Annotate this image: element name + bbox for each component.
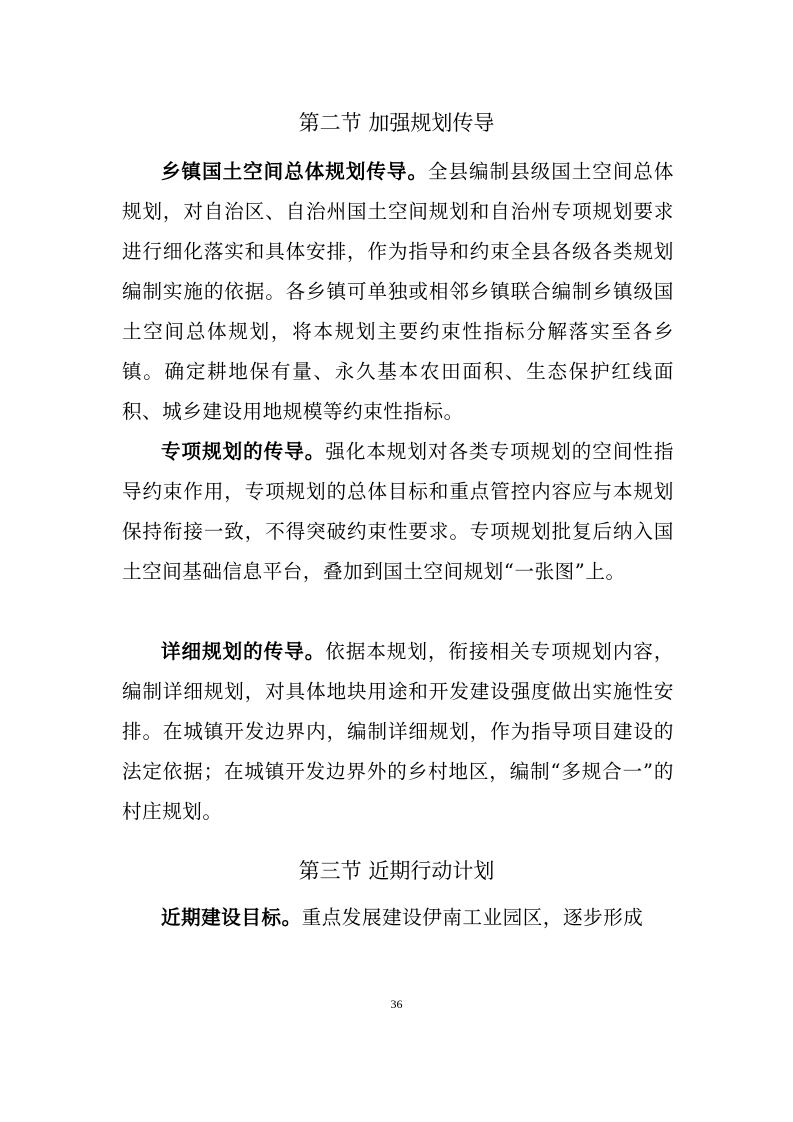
- paragraph-text: 依据本规划，衔接相关专项规划内容，编制详细规划，对具体地块用途和开发建设强度做出实施性安排。在城镇开发边界内，编制详细规划，作为指导项目建设的法定依据；在城镇开发边界外的乡村地区，编制“多规合一”的村庄规划。: [122, 640, 674, 823]
- page-number: 36: [390, 997, 403, 1011]
- paragraph-text: 全县编制县级国土空间总体规划，对自治区、自治州国土空间规划和自治州专项规划要求进行细化落实和具体安排，作为指导和约束全县各级各类规划编制实施的依据。各乡镇可单独或相邻乡镇联合编制乡镇级国土空间总体规划，将本规划主要约束性指标分解落实至各乡镇。确定耕地保有量、永久基本农田面积、生态保护红线面积、城乡建设用地规模等约束性指标。: [122, 160, 674, 423]
- paragraph-lead: 详细规划的传导。: [161, 640, 326, 663]
- section-heading: 第二节 加强规划传导: [298, 111, 495, 135]
- paragraph-text: 强化本规划对各类专项规划的空间性指导约束作用，专项规划的总体目标和重点管控内容应与本规划保持衔接一致，不得突破约束性要求。专项规划批复后纳入国土空间基础信息平台，叠加到国土空间规划“一张图”上。: [122, 440, 674, 583]
- section-heading: 第三节 近期行动计划: [298, 859, 495, 883]
- paragraph: [122, 898, 674, 938]
- paragraph: [122, 632, 674, 832]
- paragraph-lead: 乡镇国土空间总体规划传导。: [161, 160, 428, 183]
- paragraph: [122, 152, 674, 432]
- paragraph-lead: 专项规划的传导。: [161, 440, 326, 463]
- paragraph: [122, 432, 674, 592]
- paragraph-lead: 近期建设目标。: [161, 906, 302, 929]
- paragraph-text: 重点发展建设伊南工业园区，逐步形成: [301, 906, 644, 929]
